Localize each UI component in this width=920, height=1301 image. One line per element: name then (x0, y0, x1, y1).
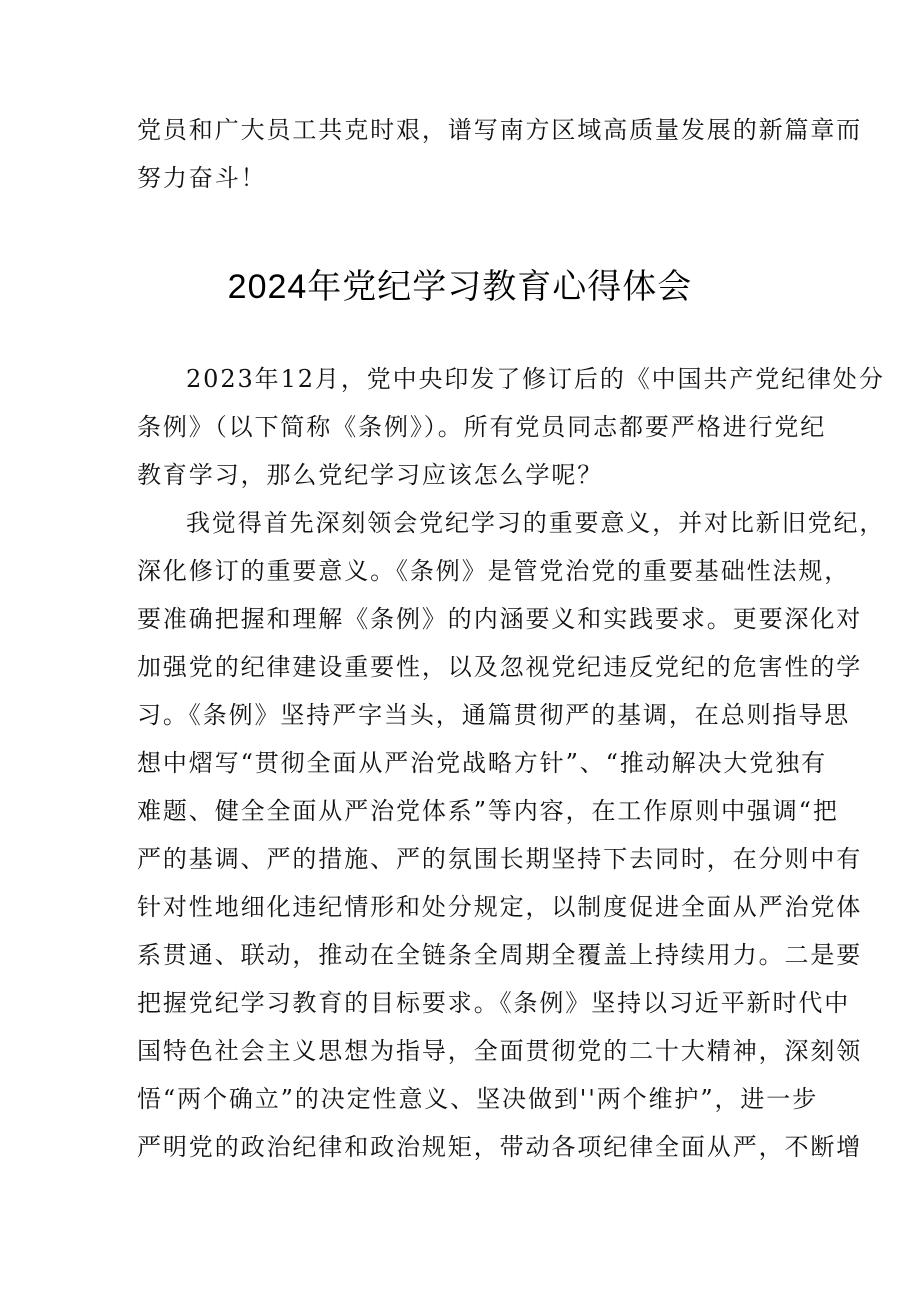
intro-line: 努力奋斗！ (137, 164, 267, 192)
paragraph2-line: 严明党的政治纪律和政治规矩，带动各项纪律全面从严，不断增 (137, 1133, 863, 1161)
paragraph2-line: 严的基调、严的措施、严的氛围长期坚持下去同时，在分则中有 (137, 845, 863, 873)
paragraph1-line: 条例》（以下简称《条例》）。所有党员同志都要严格进行党纪 (137, 413, 827, 441)
paragraph2-line: 把握党纪学习教育的目标要求。《条例》坚持以习近平新时代中 (137, 989, 851, 1017)
paragraph2-line: 悟“两个确立”的决定性意义、坚决做到''两个维护”，进一步 (137, 1085, 819, 1113)
paragraph2-line: 加强党的纪律建设重要性，以及忽视党纪违反党纪的危害性的学 (137, 653, 863, 681)
paragraph1-line: 教育学习，那么党纪学习应该怎么学呢？ (137, 461, 604, 489)
paragraph2-line: 国特色社会主义思想为指导，全面贯彻党的二十大精神，深刻领 (137, 1037, 863, 1065)
paragraph2-line: 针对性地细化违纪情形和处分规定，以制度促进全面从严治党体 (137, 893, 863, 921)
paragraph2-line: 我觉得首先深刻领会党纪学习的重要意义，并对比新旧党纪， (186, 509, 886, 537)
paragraph2-line: 难题、健全全面从严治党体系”等内容，在工作原则中强调“把 (137, 797, 839, 825)
paragraph2-line: 深化修订的重要意义。《条例》是管党治党的重要基础性法规， (137, 557, 851, 585)
paragraph2-line: 要准确把握和理解《条例》的内涵要义和实践要求。更要深化对 (137, 605, 863, 633)
paragraph2-line: 想中熠写“贯彻全面从严治党战略方针”、“推动解决大党独有 (137, 749, 828, 777)
paragraph2-line: 习。《条例》坚持严字当头，通篇贯彻严的基调，在总则指导思 (137, 701, 851, 729)
paragraph1-line: 2023年12月，党中央印发了修订后的《中国共产党纪律处分 (186, 365, 885, 393)
paragraph2-line: 系贯通、联动，推动在全链条全周期全覆盖上持续用力。二是要 (137, 941, 863, 969)
document-title: 2024年党纪学习教育心得体会 (227, 268, 693, 306)
intro-line: 党员和广大员工共克时艰，谱写南方区域高质量发展的新篇章而 (137, 116, 863, 144)
